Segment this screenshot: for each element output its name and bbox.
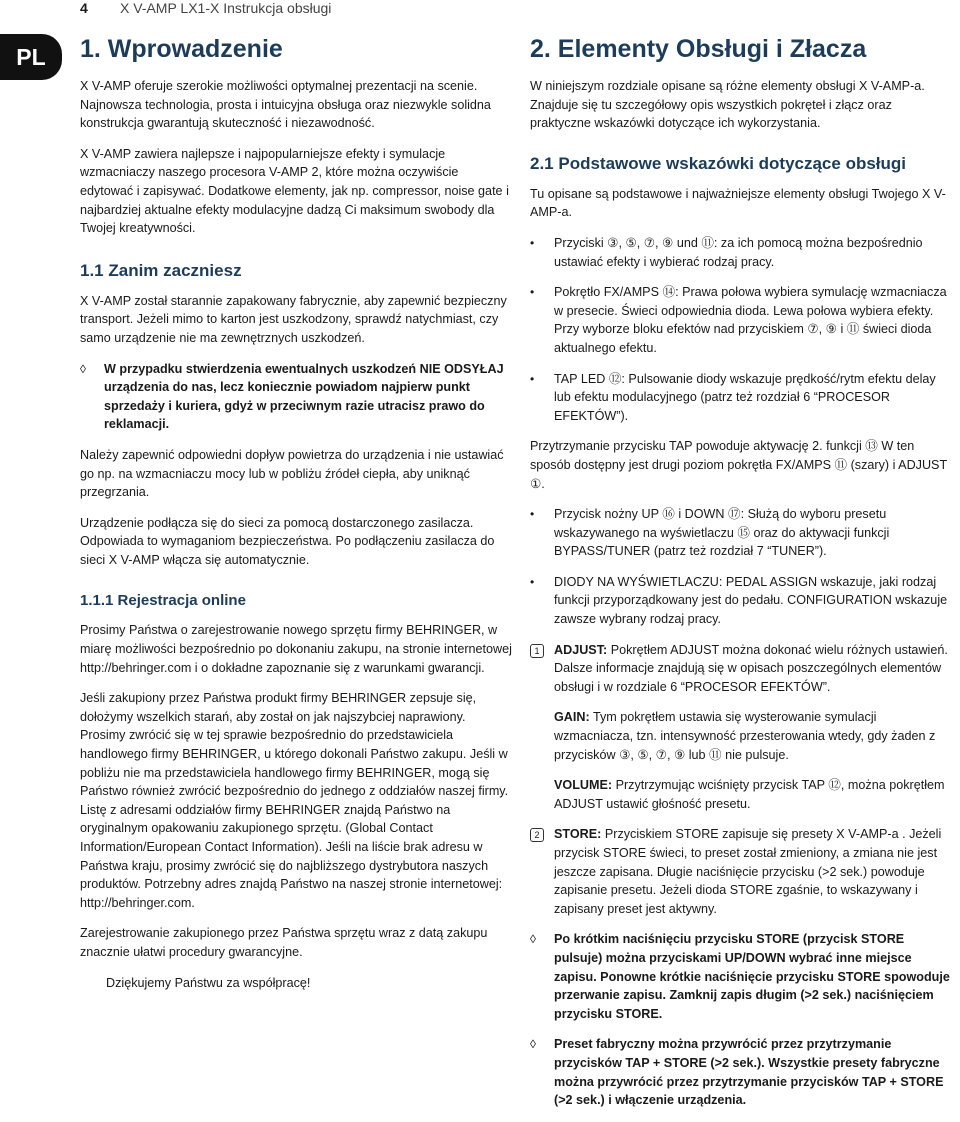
section-title-before-start: 1.1 Zanim zaczniesz xyxy=(80,260,242,280)
volume-block xyxy=(554,776,955,813)
intro-paragraph-2: X V-AMP zawiera najlepsze i najpopularniejsze efekty i symulacje wzmacniaczy naszego procesora V-AMP 2, które można oczywiście edytować i zapisywać. Dodatkowe elementy, jak np. compressor, noise gate i najbardziej aktualne efekty modulacyjne dadzą Ci maksimum swobody dla Twojej kreatywności. xyxy=(80,146,509,236)
section-title-introduction: 1. Wprowadzenie xyxy=(80,35,283,63)
gain-description: Tym pokrętłem ustawia się wysterowanie symulacji wzmacniacza, tzn. intensywność przesterowania wtedy, gdy żaden z przycisków ③, ⑤, ⑦, ⑨ lub ⑪ nie pulsuje. xyxy=(554,710,936,762)
tip-block xyxy=(530,1035,955,1109)
list-item xyxy=(530,573,955,629)
registration-paragraph-2: Jeśli zakupiony przez Państwa produkt firmy BEHRINGER zepsuje się, dołożymy wszelkich starań, aby został on jak najszybciej naprawiony. Prosimy zwrócić się w tej sprawie bezpośrednio do przedstawiciela handlowego firmy BEHRINGER, u którego dokonali Państwo zakupu. Jeśli w pobliżu nie ma przedstawiciela handlowego firmy BEHRINGER, mogą się Państwo również zwrócić bezpośrednio do jednego z oddziałów naszej firmy. Listę z adresami oddziałów firmy BEHRINGER znajdą Państwo na oryginalnym opakowaniu zakupionego sprzętu. (Global Contact Information/European Contact Information). Jeśli na liście brak adresu w Państwa kraju, prosimy zwrócić się do najbliższego dystrybutora naszych produktów. Potrzebny adres znajdą Państwo na naszej stronie internetowej: http://behringer.com. xyxy=(80,691,509,910)
diamond-icon: ◊ xyxy=(530,932,536,947)
list-item xyxy=(530,370,955,426)
bullet-text: DIODY NA WYŚWIETLACZU: PEDAL ASSIGN wskazuje, jaki rodzaj funkcji przyporządkowany jest do pedału. CONFIGURATION wskazuje zawsze wybrany rodzaj pracy. xyxy=(554,574,948,627)
volume-label: VOLUME: xyxy=(554,778,613,793)
intro-paragraph-1: X V-AMP oferuje szerokie możliwości optymalnej prezentacji na scenie. Najnowsza technologia, prosta i intuicyjna obsługa oraz niezwykle solidna konstrukcja gwarantują skuteczność i niezawodność. xyxy=(80,79,491,131)
bullet-text: Przyciski ③, ⑤, ⑦, ⑨ und ⑪: za ich pomocą można bezpośrednio ustawiać efekty i wybierać rodzaj pracy. xyxy=(554,235,923,269)
list-item xyxy=(530,505,955,561)
control-label: ADJUST: xyxy=(554,642,608,657)
control-item-adjust xyxy=(530,641,955,697)
registration-paragraph-1: Prosimy Państwa o zarejestrowanie nowego sprzętu firmy BEHRINGER, w miarę możliwości bezpośrednio po dokonaniu zakupu, na stronie internetowej http://behringer.com i o dokładne zapoznanie się z warunkami gwarancji. xyxy=(80,623,512,675)
control-label: STORE: xyxy=(554,827,602,842)
section-title-registration: 1.1.1 Rejestracja online xyxy=(80,592,246,610)
gain-label: GAIN: xyxy=(554,710,590,725)
number-box-icon: 1 xyxy=(530,644,544,658)
gain-block xyxy=(554,708,955,764)
bullet-icon: • xyxy=(530,235,535,250)
thanks-text: Dziękujemy Państwu za współpracę! xyxy=(106,975,311,990)
bullet-text: TAP LED ⑫: Pulsowanie diody wskazuje prędkość/rytm efektu delay lub efektu modulacyjnego (patrz też rozdział 6 “PROCESOR EFEKTÓW”). xyxy=(554,371,936,423)
warning-text: W przypadku stwierdzenia ewentualnych uszkodzeń NIE ODSYŁAJ urządzenia do nas, lecz koniecznie powiadom najpierw punkt sprzedaży i kuriera, gdyż w przeciwnym razie utracisz prawo do reklamacji. xyxy=(104,361,504,432)
volume-description: Przytrzymując wciśnięty przycisk TAP ⑫, można pokrętłem ADJUST ustawić głośność presetu. xyxy=(554,778,945,811)
diamond-icon: ◊ xyxy=(530,1037,536,1052)
left-column xyxy=(80,33,512,1004)
bullet-icon: • xyxy=(530,574,535,589)
section-title-basic-operation: 2.1 Podstawowe wskazówki dotyczące obsługi xyxy=(530,153,907,173)
tip-text: Preset fabryczny można przywrócić przez przytrzymanie przycisków TAP + STORE (>2 sek.). Wszystkie presety fabryczne można przywrócić przez przytrzymanie przycisków TAP + STORE (>2 sek.) i włączenie urządzenia. xyxy=(554,1037,944,1108)
number-box-icon: 2 xyxy=(530,828,544,842)
controls-intro: W niniejszym rozdziale opisane są różne elementy obsługi X V-AMP-a. Znajduje się tu szczegółowy opis wszystkich pokręteł i złącz oraz praktyczne wskazówki dotyczące ich wykorzystania. xyxy=(530,79,925,131)
control-description: Przyciskiem STORE zapisuje się presety X V-AMP-a . Jeżeli przycisk STORE świeci, to preset został zmieniony, a zmiana nie jest jeszcze zapisana. Długie naciśnięcie przycisku (>2 sek.) powoduje zapisanie presetu. Jeżeli dioda STORE zgaśnie, to wskazywany i zapisany preset jest aktywny. xyxy=(554,827,942,916)
before-paragraph-3: Urządzenie podłącza się do sieci za pomocą dostarczonego zasilacza. Odpowiada to wymaganiom bezpieczeństwa. Po podłączeniu zasilacza do sieci X V-AMP włącza się automatycznie. xyxy=(80,515,495,567)
bullet-text: Przycisk nożny UP ⑯ i DOWN ⑰: Służą do wyboru presetu wskazywanego na wyświetlaczu ⑮ oraz do aktywacji funkcji BYPASS/TUNER (patrz też rozdział 7 “TUNER”). xyxy=(554,507,890,559)
control-item-text xyxy=(554,825,955,918)
bullet-icon: • xyxy=(530,507,535,522)
running-title: X V-AMP LX1-X Instrukcja obsługi xyxy=(120,0,332,16)
control-item-text xyxy=(554,641,955,697)
diamond-icon: ◊ xyxy=(80,361,86,376)
list-item xyxy=(530,283,955,357)
registration-paragraph-3: Zarejestrowanie zakupionego przez Państwa sprzętu wraz z datą zakupu znacznie ułatwi procedury gwarancyjne. xyxy=(80,926,488,959)
warning-block xyxy=(80,360,512,434)
bullet-icon: • xyxy=(530,285,535,300)
control-item-store xyxy=(530,825,955,918)
tip-text: Po krótkim naciśnięciu przycisku STORE (przycisk STORE pulsuje) można przyciskami UP/DOWN wybrać inne miejsce zapisu. Ponowne krótkie naciśnięcie przycisku STORE spowoduje przerwanie zapisu. Zamknij zapis długim (>2 sek.) naciśnięciem przycisku STORE. xyxy=(554,932,950,1021)
basic-paragraph-2: Przytrzymanie przycisku TAP powoduje aktywację 2. funkcji ⑬ W ten sposób dostępny jest drugi poziom pokrętła FX/AMPS ⑪ (szary) i ADJUST ①. xyxy=(530,439,947,491)
page-number: 4 xyxy=(80,0,88,16)
right-column xyxy=(530,33,955,1122)
tip-block xyxy=(530,930,955,1023)
bullet-icon: • xyxy=(530,371,535,386)
list-item xyxy=(530,234,955,271)
section-title-controls: 2. Elementy Obsługi i Złacza xyxy=(530,35,867,63)
basic-paragraph-1: Tu opisane są podstawowe i najważniejsze elementy obsługi Twojego X V-AMP-a. xyxy=(530,186,946,220)
before-paragraph-2: Należy zapewnić odpowiedni dopływ powietrza do urządzenia i nie ustawiać go np. na wzmacniaczu mocy lub w pobliżu źródeł ciepła, aby uniknąć przegrzania. xyxy=(80,447,504,500)
language-tab: PL xyxy=(0,34,62,80)
control-description: Pokrętłem ADJUST można dokonać wielu różnych ustawień. Dalsze informacje znajdują się w opisach poszczególnych elementów obsługi i w rozdziale 6 “PROCESOR EFEKTÓW”. xyxy=(554,642,948,694)
bullet-text: Pokrętło FX/AMPS ⑭: Prawa połowa wybiera symulację wzmacniacza w presecie. Świeci odpowiednia dioda. Lewa połowa wybiera efekty. Przy wyborze bloku efektów nad przyciskiem ⑦, ⑨ i ⑪ świeci dioda aktualnego efektu. xyxy=(554,285,947,355)
before-paragraph-1: X V-AMP został starannie zapakowany fabrycznie, aby zapewnić bezpieczny transport. Jeżeli mimo to karton jest uszkodzony, sprawdź natychmiast, czy samo urządzenie nie ma zewnętrznych uszkodzeń. xyxy=(80,293,507,345)
